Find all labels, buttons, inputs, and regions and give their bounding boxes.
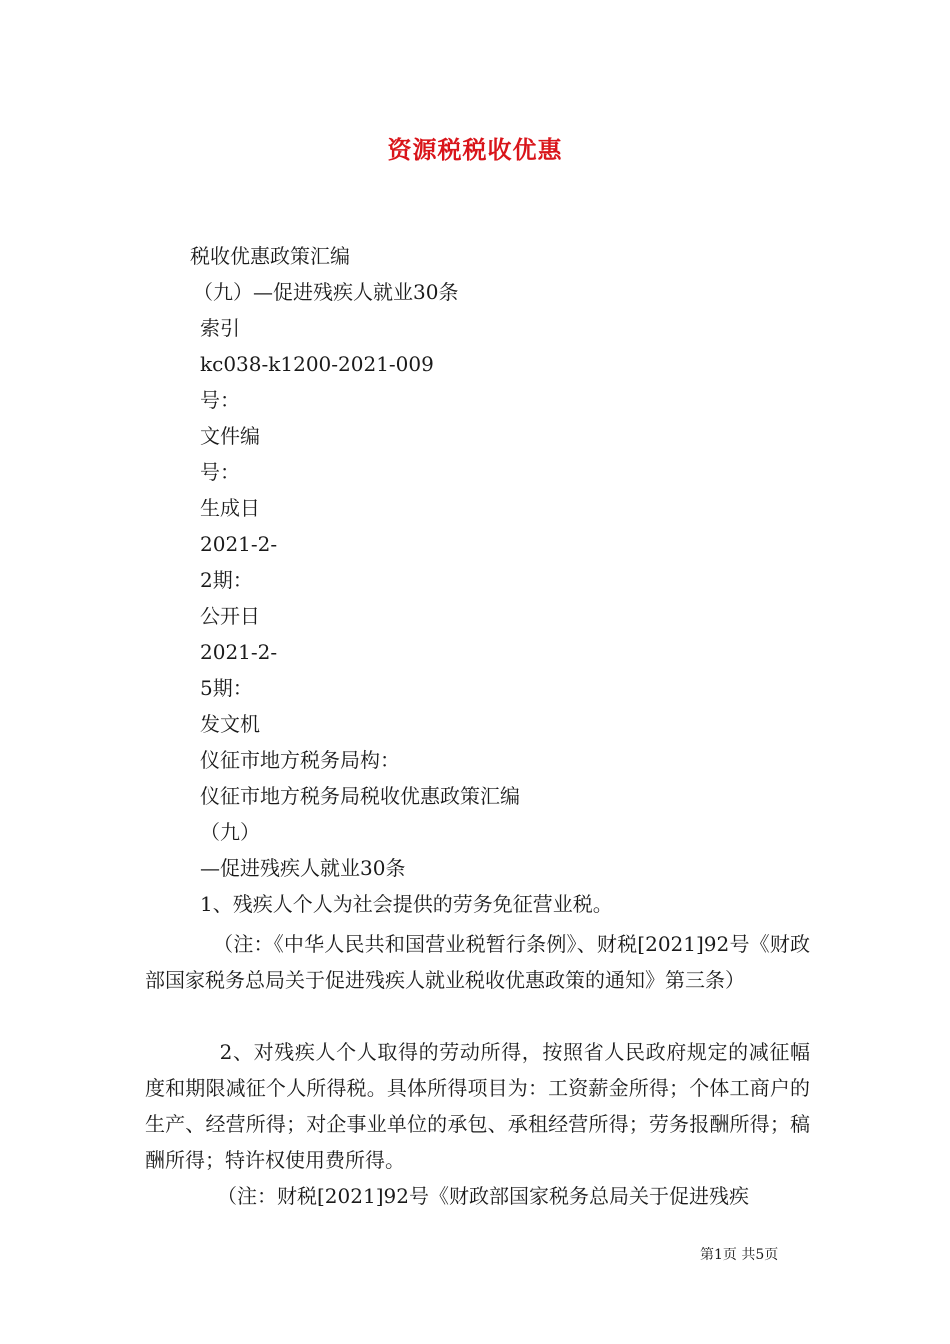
body-paragraph: 2、对残疾人个人取得的劳动所得，按照省人民政府规定的减征幅度和期限减征个人所得税。具体所得项目为：工资薪金所得；个体工商户的生产、经营所得；对企事业单位的承包、承租经营所得；劳务报酬所得；稿酬所得；特许权使用费所得。 <box>145 1040 810 1172</box>
text-line: —促进残疾人就业30条 <box>200 856 406 880</box>
text-line: 发文机 <box>200 712 260 736</box>
note-paragraph: （注：财税[2021]92号《财政部国家税务总局关于促进残疾 <box>207 1184 749 1208</box>
text-line: 文件编 <box>200 424 260 448</box>
text-line: 2021-2- <box>200 640 278 664</box>
text-line: 税收优惠政策汇编 <box>190 244 350 268</box>
text-line: 仪征市地方税务局构： <box>200 748 400 772</box>
text-line: （九）—促进残疾人就业30条 <box>193 280 459 304</box>
text-line: 1、残疾人个人为社会提供的劳务免征营业税。 <box>200 892 613 916</box>
text-line: 号： <box>200 460 240 484</box>
text-line: 2期： <box>200 568 253 592</box>
text-line: 索引 <box>200 316 240 340</box>
text-line: 公开日 <box>200 604 260 628</box>
text-line: 生成日 <box>200 496 260 520</box>
text-line: 5期： <box>200 676 253 700</box>
text-line: 号： <box>200 388 240 412</box>
text-line: 2021-2- <box>200 532 278 556</box>
page-number: 第1页 共5页 <box>700 1247 779 1263</box>
text-line: （九） <box>200 820 260 844</box>
text-line: kc038-k1200-2021-009 <box>200 352 434 376</box>
text-line: 仪征市地方税务局税收优惠政策汇编 <box>200 784 520 808</box>
document-title: 资源税税收优惠 <box>387 135 563 164</box>
note-paragraph: （注：《中华人民共和国营业税暂行条例》、财税[2021]92号《财政部国家税务总局关于促进残疾人就业税收优惠政策的通知》第三条） <box>145 932 810 992</box>
